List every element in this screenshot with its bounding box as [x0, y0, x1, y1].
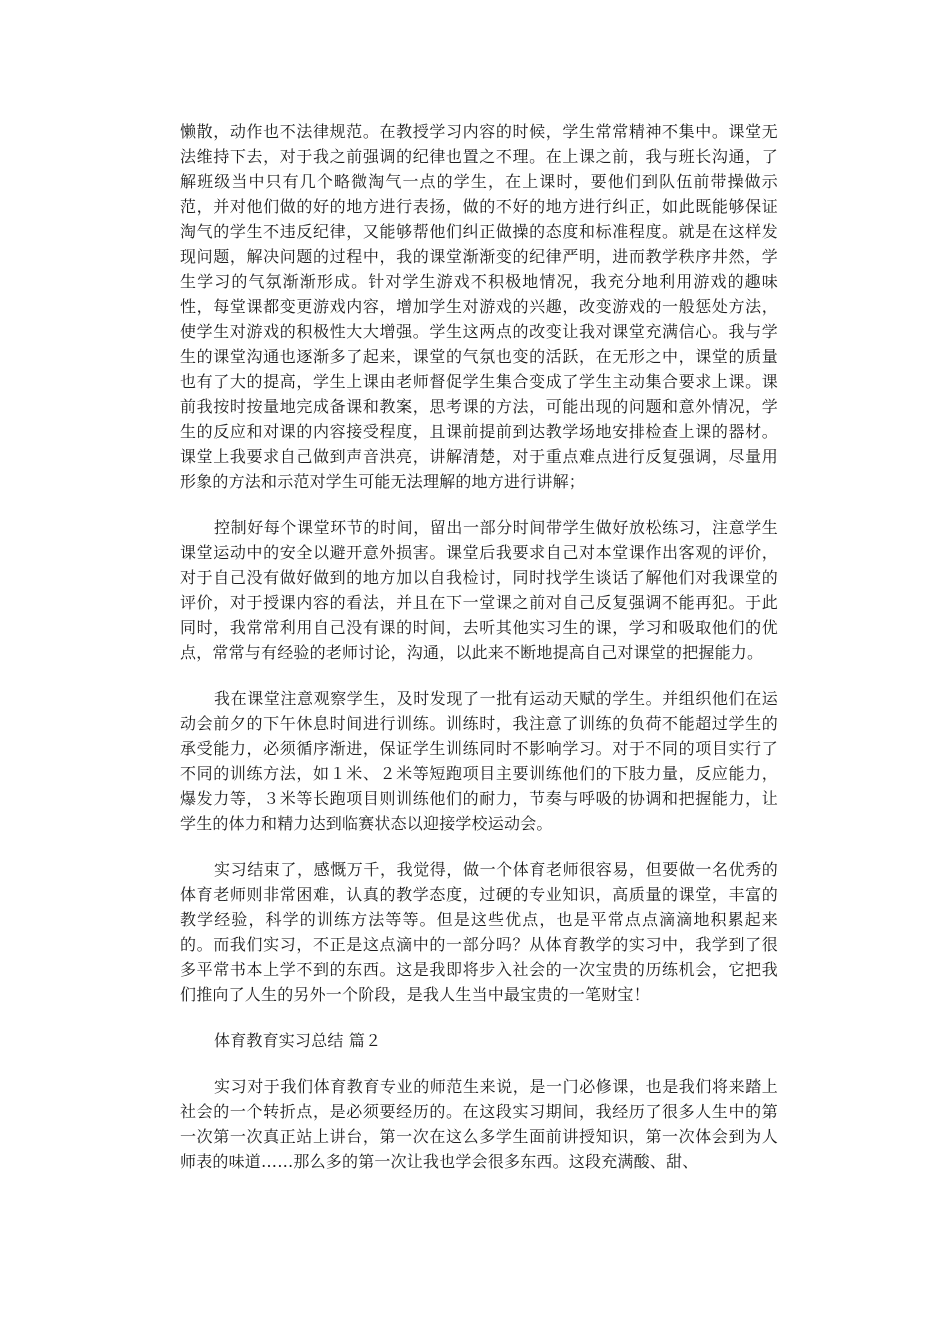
paragraph-classroom-time: 控制好每个课堂环节的时间，留出一部分时间带学生做好放松练习，注意学生课堂运动中的安全以避开意外损害。课堂后我要求自己对本堂课作出客观的评价，对于自己没有做好做到的地方加以自我检讨，同时找学生谈话了解他们对我课堂的评价，对于授课内容的看法，并且在下一堂课之前对自己反复强调不能再犯。于此同时，我常常利用自己没有课的时间，去听其他实习生的课，学习和吸取他们的优点，常常与有经验的老师讨论，沟通，以此来不断地提高自己对课堂的把握能力。 [180, 518, 778, 662]
paragraph-sports-training: 我在课堂注意观察学生，及时发现了一批有运动天赋的学生。并组织他们在运动会前夕的下午休息时间进行训练。训练时，我注意了训练的负荷不能超过学生的承受能力，必须循序渐进，保证学生训练同时不影响学习。对于不同的项目实行了不同的训练方法，如１米、２米等短跑项目主要训练他们的下肢力量，反应能力，爆发力等，３米等长跑项目则训练他们的耐力，节奏与呼吸的协调和把握能力，让学生的体力和精力达到临赛状态以迎接学校运动会。 [180, 689, 778, 833]
paragraph-section2-intro: 实习对于我们体育教育专业的师范生来说，是一门必修课，也是我们将来踏上社会的一个转折点，是必须要经历的。在这段实习期间，我经历了很多人生中的第一次第一次真正站上讲台，第一次在这么多学生面前讲授知识，第一次体会到为人师表的味道……那么多的第一次让我也学会很多东西。这段充满酸、甜、 [180, 1077, 778, 1171]
section-heading: 体育教育实习总结 篇２ [214, 1031, 382, 1050]
paragraph-conclusion: 实习结束了，感慨万千，我觉得，做一个体育老师很容易，但要做一名优秀的体育老师则非常困难，认真的教学态度，过硬的专业知识，高质量的课堂，丰富的教学经验，科学的训练方法等等。但是这些优点，也是平常点点滴滴地积累起来的。而我们实习，不正是这点滴中的一部分吗？从体育教学的实习中，我学到了很多平常书本上学不到的东西。这是我即将步入社会的一次宝贵的历练机会，它把我们推向了人生的另外一个阶段，是我人生当中最宝贵的一笔财宝！ [180, 860, 778, 1004]
paragraph-continuation: 懒散，动作也不法律规范。在教授学习内容的时候，学生常常精神不集中。课堂无法维持下去，对于我之前强调的纪律也置之不理。在上课之前，我与班长沟通，了解班级当中只有几个略微淘气一点的学生，在上课时，要他们到队伍前带操做示范，并对他们做的好的地方进行表扬，做的不好的地方进行纠正，如此既能够保证淘气的学生不违反纪律，又能够帮他们纠正做操的态度和标准程度。就是在这样发现问题，解决问题的过程中，我的课堂渐渐变的纪律严明，进而教学秩序井然，学生学习的气氛渐渐形成。针对学生游戏不积极地情况，我充分地利用游戏的趣味性，每堂课都变更游戏内容，增加学生对游戏的兴趣，改变游戏的一般惩处方法，使学生对游戏的积极性大大增强。学生这两点的改变让我对课堂充满信心。我与学生的课堂沟通也逐渐多了起来，课堂的气氛也变的活跃，在无形之中，课堂的质量也有了大的提高，学生上课由老师督促学生集合变成了学生主动集合要求上课。课前我按时按量地完成备课和教案，思考课的方法，可能出现的问题和意外情况，学生的反应和对课的内容接受程度，且课前提前到达教学场地安排检查上课的器材。课堂上我要求自己做到声音洪亮，讲解清楚，对于重点难点进行反复强调，尽量用形象的方法和示范对学生可能无法理解的地方进行讲解； [180, 122, 778, 491]
document-body [180, 119, 778, 1195]
